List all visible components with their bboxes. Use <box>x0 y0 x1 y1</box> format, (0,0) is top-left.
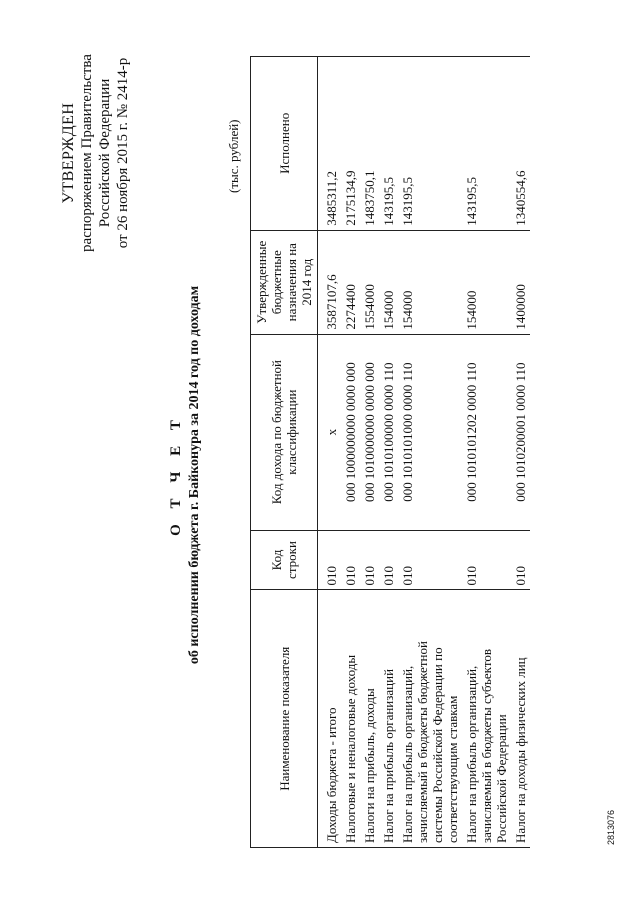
header-planned: Утвержденные бюджетные назначения на 2014 год <box>251 230 318 334</box>
row-kbk: 000 1010101000 0000 110 <box>398 334 462 530</box>
row-line-code: 010 <box>379 530 398 590</box>
row-executed: 143195,5 <box>398 57 462 231</box>
row-name: Налог на прибыль организаций <box>379 590 398 848</box>
row-executed: 3485311,2 <box>318 57 342 231</box>
row-planned: 1400000 <box>511 230 530 334</box>
row-line-code: 010 <box>318 530 342 590</box>
table-row <box>511 57 530 848</box>
units-note: (тыс. рублей) <box>226 119 241 193</box>
row-line-code: 010 <box>462 530 511 590</box>
row-kbk: 000 1010000000 0000 000 <box>360 334 379 530</box>
row-kbk: 000 1000000000 0000 000 <box>341 334 360 530</box>
row-name: Налог на прибыль организаций, зачисляемый в бюджеты бюджетной системы Российской Федерации по соответствующим ставкам <box>398 590 462 848</box>
row-planned: 154000 <box>462 230 511 334</box>
row-kbk: 000 1010200001 0000 110 <box>511 334 530 530</box>
row-planned: 1554000 <box>360 230 379 334</box>
row-name: Налоги на прибыль, доходы <box>360 590 379 848</box>
row-line-code: 010 <box>341 530 360 590</box>
row-executed: 1483750,1 <box>360 57 379 231</box>
row-line-code: 010 <box>398 530 462 590</box>
row-line-code: 010 <box>511 530 530 590</box>
row-name: Налог на доходы физических лиц <box>511 590 530 848</box>
report-subtitle: об исполнении бюджета г. Байконура за 2014 год по доходам <box>187 285 202 665</box>
report-heading <box>168 215 203 735</box>
table-row <box>318 57 342 848</box>
revenue-table <box>250 56 530 848</box>
row-planned: 154000 <box>379 230 398 334</box>
approval-line: распоряжением Правительства <box>79 54 95 252</box>
row-planned: 154000 <box>398 230 462 334</box>
table-row <box>398 57 462 848</box>
row-name: Доходы бюджета - итого <box>318 590 342 848</box>
row-planned: 2274400 <box>341 230 360 334</box>
row-executed: 143195,5 <box>462 57 511 231</box>
approval-line: от 26 ноября 2015 г. № 2414-р <box>115 57 131 249</box>
row-kbk: 000 1010100000 0000 110 <box>379 334 398 530</box>
row-executed: 2175134,9 <box>341 57 360 231</box>
approval-block <box>60 43 132 263</box>
table-row <box>360 57 379 848</box>
approval-title: УТВЕРЖДЕН <box>60 102 77 204</box>
row-line-code: 010 <box>360 530 379 590</box>
row-name: Налоговые и неналоговые доходы <box>341 590 360 848</box>
table-row <box>341 57 360 848</box>
approval-line: Российской Федерации <box>97 78 113 228</box>
row-kbk: 000 1010101202 0000 110 <box>462 334 511 530</box>
row-name: Налог на прибыль организаций, зачисляемый в бюджеты субъектов Российской Федерации <box>462 590 511 848</box>
document-stamp-number: 2813076 <box>606 809 616 845</box>
row-kbk: x <box>318 334 342 530</box>
table-header-row <box>251 57 318 848</box>
header-executed: Исполнено <box>251 57 318 231</box>
header-line-code: Код строки <box>251 530 318 590</box>
row-executed: 143195,5 <box>379 57 398 231</box>
row-executed: 1340554,6 <box>511 57 530 231</box>
header-kbk: Код дохода по бюджетной классификации <box>251 334 318 530</box>
table-row <box>379 57 398 848</box>
header-name: Наименование показателя <box>251 590 318 848</box>
report-title: О Т Ч Е Т <box>168 414 184 536</box>
row-planned: 3587107,6 <box>318 230 342 334</box>
table-row <box>462 57 511 848</box>
